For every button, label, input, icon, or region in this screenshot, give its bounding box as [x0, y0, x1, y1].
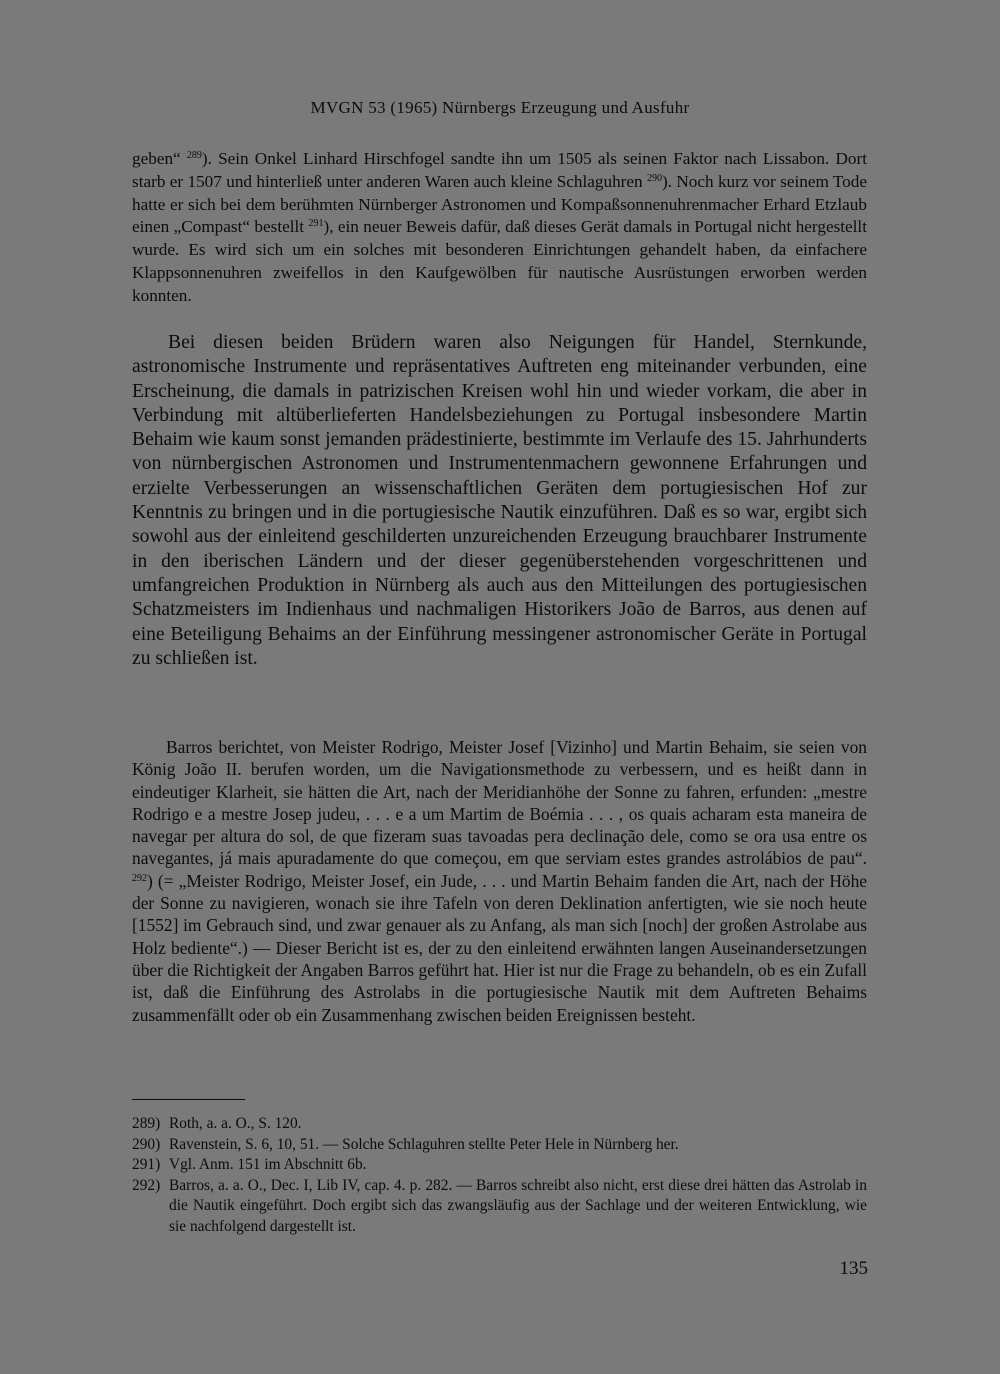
- footnote-text: Ravenstein, S. 6, 10, 51. — Solche Schlaguhren stellte Peter Hele in Nürnberg her.: [169, 1135, 679, 1153]
- page-number: 135: [839, 1258, 868, 1279]
- footnote-text: Vgl. Anm. 151 im Abschnitt 6b.: [169, 1156, 367, 1173]
- paragraph-2: [132, 331, 867, 671]
- paragraph-1: [132, 148, 867, 308]
- paragraph-1-text: [132, 148, 867, 308]
- footnote-marker: 291: [308, 218, 324, 230]
- footnote-290: [132, 1135, 867, 1156]
- footnote-text: Barros, a. a. O., Dec. I, Lib IV, cap. 4. p. 282. — Barros schreibt also nicht, erst diese drei hätten das Astrolab in die Nautik eingeführt. Doch ergibt sich das zwangsläufig aus der Sachlage und der weiteren Entwicklung, wie sie nachfolgend dargestellt ist.: [169, 1176, 867, 1235]
- text-run: ). Sein Onkel Linhard Hirschfogel sandte ihn um 1505 als seinen Faktor nach Lissabon. Dort starb er 1507 und hinterließ unter anderen Waren auch kleine Schlaguhren: [132, 149, 867, 191]
- text-run: ). Noch kurz vor seinem Tode hatte er sich bei dem berühmten Nürnberger Astronomen und Kompaßsonnenuhrenmacher Erhard Etzlaub einen „Compast“ bestellt: [132, 171, 868, 237]
- paragraph-3-text: [132, 736, 867, 1026]
- footnote-marker: 290: [646, 172, 662, 184]
- paragraph-2-text: Bei diesen beiden Brüdern waren also Neigungen für Handel, Sternkunde, astronomische Instrumente und repräsentatives Auftreten eng miteinander verbunden, eine Erscheinung, die damals in patrizischen Kreisen wohl hin und wieder vorkam, die aber in Verbindung mit altüberlieferten Handelsbeziehungen zu Portugal insbesondere Martin Behaim wie kaum sonst jemanden prädestinierte, bestimmte im Verlaufe des 15. Jahrhunderts von nürnbergischen Astronomen und Instrumentenmachern gewonnene Erfahrungen und erzielte Verbesserungen an wissenschaftlichen Geräten dem portugiesischen Hof zur Kenntnis zu bringen und in die portugiesische Nautik einzuführen. Daß es so war, ergibt sich sowohl aus der einleitend geschilderten unzureichenden Erzeugung brauchbarer Instrumente in den iberischen Ländern und der dieser gegenüberstehenden vorgeschrittenen und umfangreichen Produktion in Nürnberg als auch aus den Mitteilungen des portugiesischen Schatzmeisters im Indienhaus und nachmaligen Historikers João de Barros, aus denen auf eine Beteiligung Behaims an der Einführung messingener astronomischer Geräte in Portugal zu schließen ist.: [132, 332, 867, 669]
- footnote-number: 289): [132, 1115, 161, 1132]
- footnote-divider: [132, 1099, 245, 1100]
- footnote-number: 290): [132, 1135, 161, 1153]
- footnote-number: 291): [132, 1156, 161, 1173]
- text-run: geben“: [132, 149, 187, 168]
- footnotes: [132, 1114, 867, 1237]
- footnote-marker: 292: [132, 872, 147, 884]
- footnote-289: [132, 1114, 867, 1135]
- text-run: ), ein neuer Beweis dafür, daß dieses Gerät damals in Portugal nicht hergestellt wurde. Es wird sich um ein solches mit besonderen Einrichtungen gehandelt haben, da einfachere Klappsonnenuhren zweifellos in den Kaufgewölben für nautische Ausrüstungen erworben werden konnten.: [132, 217, 867, 305]
- footnote-292: [132, 1176, 867, 1238]
- text-run: ) (= „Meister Rodrigo, Meister Josef, ein Jude, . . . und Martin Behaim fanden die Art, nach der Höhe der Sonne zu navigieren, wonach sie ihre Tafeln von deren Deklination anfertigten, wie sie noch heute [1552] im Gebrauch sind, und zwar genauer als zu Anfang, als man sich [noch] der großen Astrolabe aus Holz bediente“.) — Dieser Bericht ist es, der zu den einleitend erwähnten langen Auseinandersetzungen über die Richtigkeit der Angaben Barros geführt hat. Hier ist nur die Frage zu behandeln, ob es ein Zufall ist, daß die Einführung des Astrolabs in die portugiesische Nautik mit dem Auftreten Behaims zusammenfällt oder ob ein Zusammenhang zwischen beiden Ereignissen besteht.: [132, 870, 867, 1025]
- paragraph-3: [132, 736, 867, 1026]
- footnote-text: Roth, a. a. O., S. 120.: [169, 1115, 302, 1132]
- running-header: MVGN 53 (1965) Nürnbergs Erzeugung und Ausfuhr: [310, 98, 690, 117]
- footnote-number: 292): [132, 1176, 161, 1194]
- footnote-291: [132, 1155, 867, 1176]
- text-run: Barros berichtet, von Meister Rodrigo, Meister Josef [Vizinho] und Martin Behaim, sie seien von König João II. berufen worden, um die Navigationsmethode zu verbessern, und es heißt dann in eindeutiger Klarheit, sie hätten die Art, nach der Meridianhöhe der Sonne zu fahren, erfunden: „mestre Rodrigo e a mestre Josep judeu, . . . e a um Martim de Boémia . . . , os quais acharam esta maneira de navegar per altura do sol, de que fizeram suas tavoadas pera declinação dele, como se ora usa entre os navegantes, já mais apuradamente do que começou, em que serviam estes grandes astrolábios de pau“.: [132, 737, 867, 869]
- footnote-marker: 289: [186, 150, 202, 161]
